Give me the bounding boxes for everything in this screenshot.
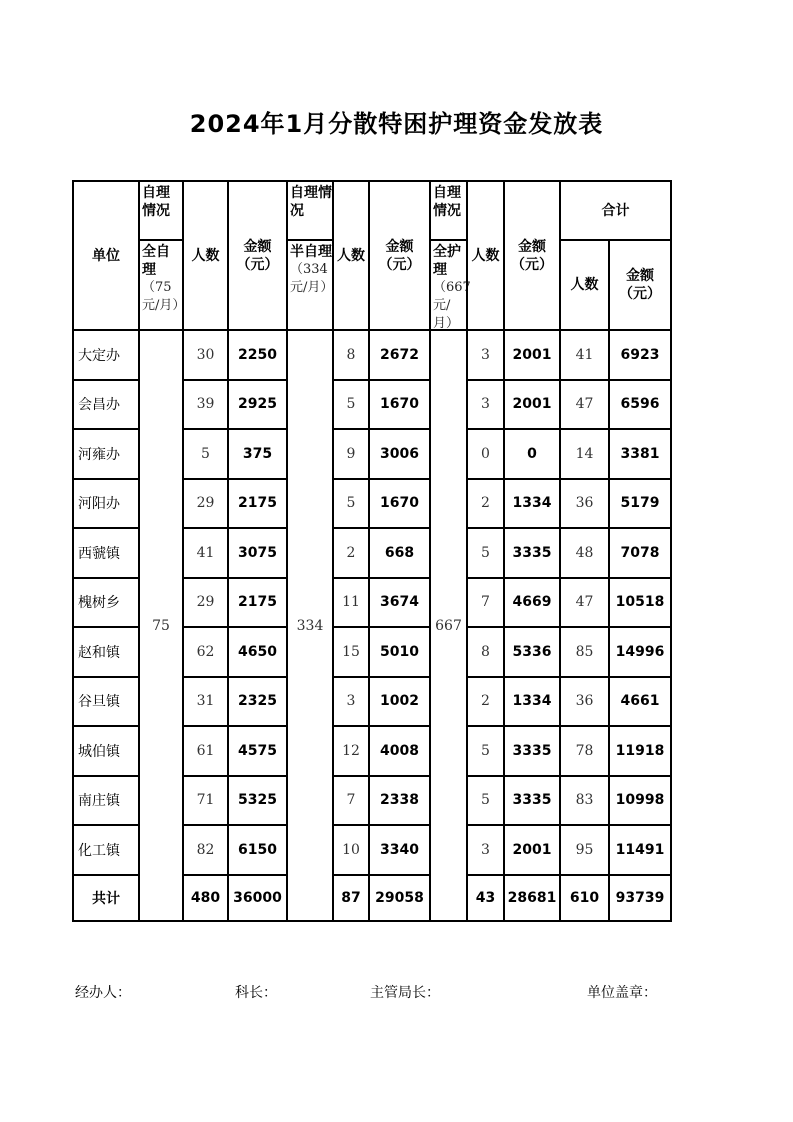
- table-cell-unit: 河阳办: [72, 478, 138, 528]
- table-cell-c2: 5: [332, 478, 368, 528]
- table-cell-c3: 3: [466, 379, 503, 429]
- header-cat2: [286, 239, 332, 329]
- table-cell-ct: 41: [559, 329, 608, 379]
- header-self-care-3: 自理情况: [429, 180, 466, 239]
- table-cell-a1: 2175: [227, 577, 286, 627]
- total-cell-at: 93739: [608, 874, 672, 923]
- table-cell-unit: 化工镇: [72, 824, 138, 874]
- cat3-label: 全护理: [433, 244, 461, 278]
- header-total: 合计: [559, 180, 672, 239]
- table-cell-unit: 西虢镇: [72, 527, 138, 577]
- table-cell-c2: 11: [332, 577, 368, 627]
- table-cell-a3: 2001: [503, 379, 559, 429]
- total-cell-c3: 43: [466, 874, 503, 923]
- table-cell-c3: 2: [466, 478, 503, 528]
- total-cell-c1: 480: [182, 874, 227, 923]
- table-cell-a2: 1670: [368, 379, 429, 429]
- table-cell-unit: 城伯镇: [72, 725, 138, 775]
- footer-seal: 单位盖章：: [587, 985, 657, 1001]
- table-cell-ct: 14: [559, 428, 608, 478]
- table-cell-a3: 3335: [503, 725, 559, 775]
- page-title: 2024年1月分散特困护理资金发放表: [189, 110, 604, 138]
- table-cell-ct: 47: [559, 577, 608, 627]
- total-cell-a1: 36000: [227, 874, 286, 923]
- table-cell-c1: 30: [182, 329, 227, 379]
- table-cell-c1: 82: [182, 824, 227, 874]
- table-cell-at: 14996: [608, 626, 672, 676]
- table-cell-ct: 36: [559, 676, 608, 726]
- table-cell-c3: 7: [466, 577, 503, 627]
- table-cell-a3: 1334: [503, 676, 559, 726]
- table-cell-a2: 3006: [368, 428, 429, 478]
- table-cell-c3: 0: [466, 428, 503, 478]
- table-cell-a3: 3335: [503, 775, 559, 825]
- table-cell-a3: 3335: [503, 527, 559, 577]
- table-cell-c2: 9: [332, 428, 368, 478]
- table-cell-c3: 5: [466, 725, 503, 775]
- table-cell-c1: 31: [182, 676, 227, 726]
- table-cell-c2: 3: [332, 676, 368, 726]
- header-unit: 单位: [72, 180, 138, 329]
- table-cell-c1: 5: [182, 428, 227, 478]
- table-cell-ct: 95: [559, 824, 608, 874]
- header-count-2: 人数: [332, 180, 368, 329]
- table-cell-c1: 62: [182, 626, 227, 676]
- table-cell-c3: 3: [466, 824, 503, 874]
- table-cell-a1: 2250: [227, 329, 286, 379]
- table-cell-c2: 8: [332, 329, 368, 379]
- table-cell-a2: 3674: [368, 577, 429, 627]
- header-amount-2: 金额（元）: [368, 180, 429, 329]
- table-cell-a3: 5336: [503, 626, 559, 676]
- cat2-label: 半自理: [290, 244, 332, 260]
- table-cell-a2: 668: [368, 527, 429, 577]
- total-cell-a2: 29058: [368, 874, 429, 923]
- header-count-3: 人数: [466, 180, 503, 329]
- table-cell-unit: 大定办: [72, 329, 138, 379]
- allowance-table: [72, 180, 672, 922]
- table-cell-a1: 5325: [227, 775, 286, 825]
- table-cell-c1: 41: [182, 527, 227, 577]
- cat1-label: 全自理: [142, 244, 170, 278]
- footer-handler: 经办人：: [75, 985, 131, 1001]
- table-cell-c2: 12: [332, 725, 368, 775]
- table-cell-c2: 7: [332, 775, 368, 825]
- table-cell-at: 6596: [608, 379, 672, 429]
- total-cell-a3: 28681: [503, 874, 559, 923]
- table-cell-a2: 2338: [368, 775, 429, 825]
- table-cell-ct: 85: [559, 626, 608, 676]
- header-cat3: [429, 239, 471, 331]
- table-cell-a2: 1670: [368, 478, 429, 528]
- header-amount-3: 金额（元）: [503, 180, 559, 329]
- table-cell-c3: 3: [466, 329, 503, 379]
- table-cell-unit: 赵和镇: [72, 626, 138, 676]
- table-cell-at: 6923: [608, 329, 672, 379]
- table-cell-ct: 48: [559, 527, 608, 577]
- cat2-note: （334元/月）: [290, 262, 334, 295]
- footer-section-chief: 科长：: [235, 985, 277, 1001]
- header-count-1: 人数: [182, 180, 227, 329]
- rate-half-self-care: 334: [286, 329, 332, 922]
- table-cell-at: 3381: [608, 428, 672, 478]
- table-cell-unit: 槐树乡: [72, 577, 138, 627]
- table-cell-at: 7078: [608, 527, 672, 577]
- table-cell-a1: 6150: [227, 824, 286, 874]
- table-cell-c1: 61: [182, 725, 227, 775]
- table-cell-ct: 78: [559, 725, 608, 775]
- table-cell-a1: 4575: [227, 725, 286, 775]
- table-cell-ct: 36: [559, 478, 608, 528]
- table-cell-a2: 3340: [368, 824, 429, 874]
- table-cell-a3: 0: [503, 428, 559, 478]
- table-cell-c3: 5: [466, 775, 503, 825]
- total-cell-c2: 87: [332, 874, 368, 923]
- table-cell-a1: 2325: [227, 676, 286, 726]
- table-cell-a1: 375: [227, 428, 286, 478]
- table-cell-unit: 南庄镇: [72, 775, 138, 825]
- table-cell-a3: 4669: [503, 577, 559, 627]
- table-cell-a2: 1002: [368, 676, 429, 726]
- header-amount-1: 金额（元）: [227, 180, 286, 329]
- total-cell-ct: 610: [559, 874, 608, 923]
- table-cell-a3: 1334: [503, 478, 559, 528]
- rate-full-self-care: 75: [138, 329, 182, 922]
- table-cell-c2: 5: [332, 379, 368, 429]
- table-cell-c2: 15: [332, 626, 368, 676]
- table-cell-at: 10998: [608, 775, 672, 825]
- table-cell-at: 11918: [608, 725, 672, 775]
- footer-director: 主管局长：: [370, 985, 440, 1001]
- header-self-care-1: 自理情况: [138, 180, 182, 239]
- header-total-count: 人数: [559, 239, 608, 329]
- header-total-amount: 金额（元）: [608, 239, 672, 329]
- table-cell-a2: 4008: [368, 725, 429, 775]
- table-cell-c2: 2: [332, 527, 368, 577]
- table-cell-at: 11491: [608, 824, 672, 874]
- cat3-note: （667元/月）: [433, 280, 471, 331]
- table-cell-a2: 2672: [368, 329, 429, 379]
- table-cell-c2: 10: [332, 824, 368, 874]
- table-cell-c3: 5: [466, 527, 503, 577]
- rate-full-care: 667: [429, 329, 466, 922]
- table-cell-unit: 会昌办: [72, 379, 138, 429]
- table-cell-c1: 71: [182, 775, 227, 825]
- table-cell-at: 10518: [608, 577, 672, 627]
- cat1-note: （75元/月）: [142, 280, 186, 313]
- table-cell-unit: 谷旦镇: [72, 676, 138, 726]
- table-cell-ct: 83: [559, 775, 608, 825]
- table-cell-ct: 47: [559, 379, 608, 429]
- table-cell-c1: 29: [182, 577, 227, 627]
- table-cell-c3: 2: [466, 676, 503, 726]
- table-cell-at: 5179: [608, 478, 672, 528]
- header-cat1: [138, 239, 186, 329]
- table-cell-a3: 2001: [503, 329, 559, 379]
- table-cell-a3: 2001: [503, 824, 559, 874]
- table-cell-a1: 2925: [227, 379, 286, 429]
- table-cell-a1: 3075: [227, 527, 286, 577]
- header-self-care-2: 自理情况: [286, 180, 332, 239]
- table-cell-unit: 河雍办: [72, 428, 138, 478]
- table-cell-a2: 5010: [368, 626, 429, 676]
- table-cell-a1: 2175: [227, 478, 286, 528]
- table-cell-a1: 4650: [227, 626, 286, 676]
- table-cell-c1: 39: [182, 379, 227, 429]
- total-cell-unit: 共计: [72, 874, 138, 923]
- table-cell-c3: 8: [466, 626, 503, 676]
- table-cell-at: 4661: [608, 676, 672, 726]
- table-cell-c1: 29: [182, 478, 227, 528]
